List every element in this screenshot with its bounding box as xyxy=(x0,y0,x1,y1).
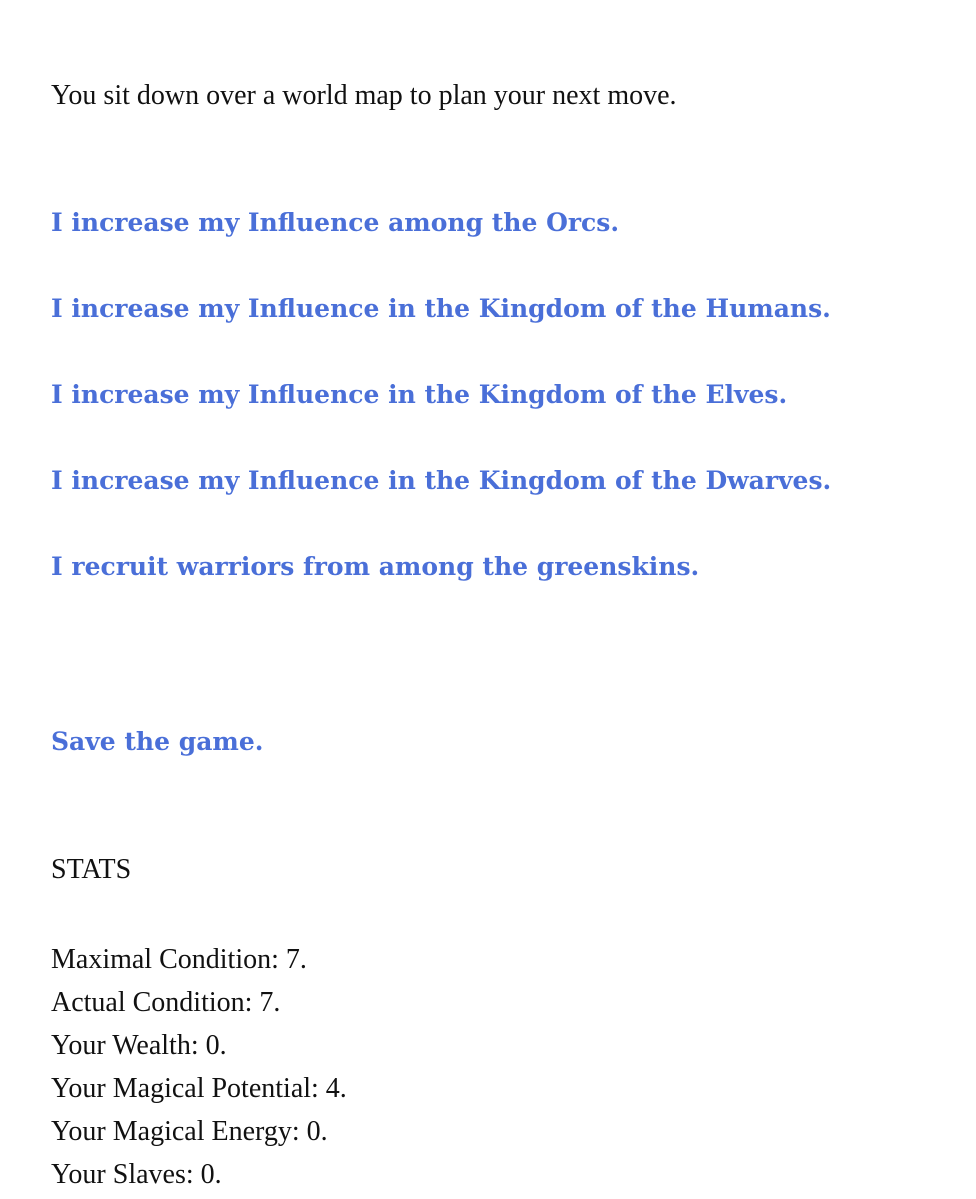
stat-actual-condition: Actual Condition: 7. xyxy=(51,987,281,1018)
choice-influence-orcs[interactable]: I increase my Influence among the Orcs. xyxy=(51,208,620,237)
passage-intro-text: You sit down over a world map to plan your next move. xyxy=(51,80,677,111)
save-game-link[interactable]: Save the game. xyxy=(51,727,264,756)
choice-recruit-greenskins[interactable]: I recruit warriors from among the greenskins. xyxy=(51,552,700,581)
stat-maximal-condition: Maximal Condition: 7. xyxy=(51,944,307,975)
choice-influence-dwarves[interactable]: I increase my Influence in the Kingdom of the Dwarves. xyxy=(51,466,832,495)
choice-influence-humans[interactable]: I increase my Influence in the Kingdom of the Humans. xyxy=(51,294,831,323)
stat-wealth: Your Wealth: 0. xyxy=(51,1030,227,1061)
stat-magical-energy: Your Magical Energy: 0. xyxy=(51,1116,328,1147)
choice-list xyxy=(51,205,831,635)
stats-heading: STATS xyxy=(51,854,132,885)
stat-slaves: Your Slaves: 0. xyxy=(51,1159,222,1190)
choice-influence-elves[interactable]: I increase my Influence in the Kingdom of the Elves. xyxy=(51,380,788,409)
stat-magical-potential: Your Magical Potential: 4. xyxy=(51,1073,347,1104)
stats-list xyxy=(51,938,347,1196)
